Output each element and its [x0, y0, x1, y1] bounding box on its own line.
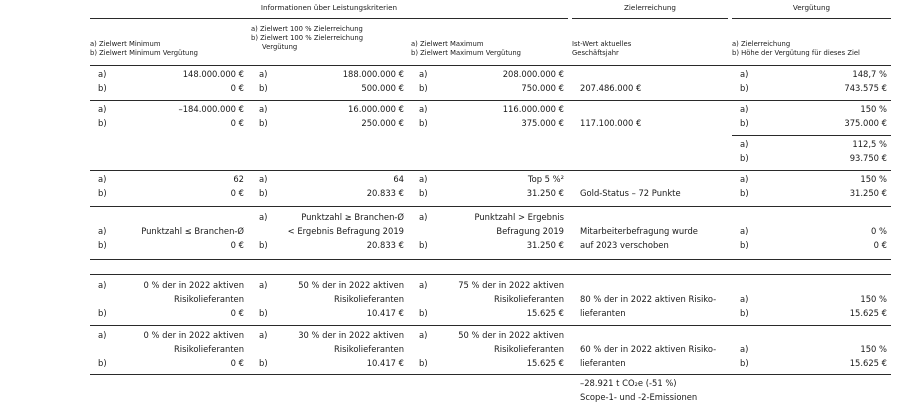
label-b: b) [419, 308, 428, 318]
label-a: a) [259, 330, 268, 340]
actual-value-line1: 80 % der in 2022 aktiven Risiko- [580, 294, 717, 304]
label-a: a) [740, 139, 749, 149]
label-a: a) [259, 104, 268, 114]
target-pay: 20.833 € [366, 240, 404, 250]
actual-value-line1: Mitarbeiterbefragung wurde [580, 226, 698, 236]
label-b: b) [419, 83, 428, 93]
max-pay: 31.250 € [526, 188, 564, 198]
label-a: a) [419, 69, 428, 79]
label-a: a) [740, 226, 749, 236]
subheader-verg-b: b) Höhe der Vergütung für dieses Ziel [732, 49, 860, 57]
label-b: b) [419, 118, 428, 128]
target-value-line2: Risikolieferanten [333, 294, 404, 304]
max-pay: 15.625 € [526, 358, 564, 368]
label-b: b) [419, 188, 428, 198]
payout: 15.625 € [849, 308, 887, 318]
label-a: a) [98, 226, 107, 236]
min-value-line2: Risikolieferanten [173, 294, 244, 304]
subheader-verg-a: a) Zielerreichung [732, 40, 791, 48]
label-a: a) [419, 174, 428, 184]
label-a: a) [740, 104, 749, 114]
label-a: a) [740, 294, 749, 304]
rule [732, 135, 891, 136]
target-value-line1: 50 % der in 2022 aktiven [298, 280, 404, 290]
label-a: a) [98, 104, 107, 114]
min-value: 148.000.000 € [182, 69, 244, 79]
header-info: Informationen über Leistungskriterien [260, 3, 398, 12]
max-value-line1: Punktzahl > Ergebnis [474, 212, 564, 222]
target-value: 16.000.000 € [348, 104, 404, 114]
target-pay: 250.000 € [361, 118, 404, 128]
achievement: 112,5 % [852, 139, 887, 149]
actual-value-line2: lieferanten [580, 308, 626, 318]
label-a: a) [419, 330, 428, 340]
actual-value-line1: –28.921 t CO₂e (-51 %) [580, 378, 677, 388]
label-a: a) [740, 69, 749, 79]
label-a: a) [740, 174, 749, 184]
label-b: b) [740, 240, 749, 250]
label-b: b) [259, 308, 268, 318]
rule [90, 206, 891, 207]
label-b: b) [98, 308, 107, 318]
label-a: a) [259, 280, 268, 290]
label-b: b) [259, 188, 268, 198]
label-b: b) [419, 358, 428, 368]
label-b: b) [740, 188, 749, 198]
target-pay: 20.833 € [366, 188, 404, 198]
actual-value: Gold-Status – 72 Punkte [580, 188, 681, 198]
header-verguetung: Vergütung [792, 3, 831, 12]
actual-value: 207.486.000 € [580, 83, 642, 93]
rule [90, 325, 891, 326]
max-value-line2: Risikolieferanten [493, 344, 564, 354]
target-value-line1: Punktzahl ≥ Branchen-Ø [301, 212, 404, 222]
target-value: 64 [393, 174, 404, 184]
max-value-line2: Befragung 2019 [496, 226, 564, 236]
rule [90, 374, 891, 375]
rule [90, 18, 568, 19]
label-b: b) [740, 83, 749, 93]
max-value-line1: 75 % der in 2022 aktiven [458, 280, 564, 290]
label-b: b) [98, 83, 107, 93]
payout: 375.000 € [844, 118, 887, 128]
target-value: 188.000.000 € [342, 69, 404, 79]
label-a: a) [419, 280, 428, 290]
achievement: 150 % [860, 344, 887, 354]
rule [90, 274, 891, 275]
label-b: b) [740, 153, 749, 163]
max-pay: 375.000 € [521, 118, 564, 128]
max-pay: 750.000 € [521, 83, 564, 93]
subheader-min-a: a) Zielwert Minimum [90, 40, 161, 48]
label-b: b) [259, 358, 268, 368]
label-b: b) [259, 118, 268, 128]
label-b: b) [419, 240, 428, 250]
subheader-min-b: b) Zielwert Minimum Vergütung [90, 49, 198, 57]
rule [572, 18, 728, 19]
subheader-z100-a: a) Zielwert 100 % Zielerreichung [251, 25, 363, 33]
label-b: b) [740, 308, 749, 318]
label-a: a) [98, 69, 107, 79]
label-b: b) [98, 240, 107, 250]
rule [90, 170, 891, 171]
max-value-line1: 50 % der in 2022 aktiven [458, 330, 564, 340]
subheader-z100-b: b) Zielwert 100 % Zielerreichung [251, 34, 364, 42]
actual-value-line2: Scope-1- und -2-Emissionen [580, 392, 698, 402]
target-value-line2: < Ergebnis Befragung 2019 [287, 226, 404, 236]
min-value: –184.000.000 € [178, 104, 244, 114]
label-a: a) [259, 69, 268, 79]
target-value-line1: 30 % der in 2022 aktiven [298, 330, 404, 340]
achievement: 150 % [860, 294, 887, 304]
max-value: Top 5 %² [527, 174, 564, 184]
payout: 743.575 € [844, 83, 887, 93]
label-b: b) [98, 118, 107, 128]
label-b: b) [740, 118, 749, 128]
label-a: a) [98, 280, 107, 290]
rule [90, 259, 891, 260]
target-pay: 500.000 € [361, 83, 404, 93]
min-value: 62 [233, 174, 244, 184]
rule [732, 18, 891, 19]
min-pay: 0 € [230, 240, 244, 250]
max-pay: 31.250 € [526, 240, 564, 250]
target-pay: 10.417 € [366, 308, 404, 318]
label-b: b) [98, 188, 107, 198]
label-b: b) [740, 358, 749, 368]
payout: 93.750 € [849, 153, 887, 163]
min-value-line1: 0 % der in 2022 aktiven [143, 330, 244, 340]
achievement: 148,7 % [852, 69, 887, 79]
payout: 31.250 € [849, 188, 887, 198]
max-value: 116.000.000 € [502, 104, 564, 114]
label-b: b) [259, 83, 268, 93]
label-a: a) [740, 344, 749, 354]
rule [90, 65, 891, 66]
label-b: b) [259, 240, 268, 250]
actual-value: 117.100.000 € [580, 118, 642, 128]
label-a: a) [259, 212, 268, 222]
actual-value-line2: lieferanten [580, 358, 626, 368]
label-a: a) [259, 174, 268, 184]
payout: 15.625 € [849, 358, 887, 368]
min-pay: 0 € [230, 188, 244, 198]
header-zielerreichung: Zielerreichung [624, 3, 676, 12]
max-value-line2: Risikolieferanten [493, 294, 564, 304]
subheader-max-a: a) Zielwert Maximum [411, 40, 484, 48]
min-value-line1: 0 % der in 2022 aktiven [143, 280, 244, 290]
achievement: 150 % [860, 104, 887, 114]
rule [90, 100, 891, 101]
target-pay: 10.417 € [366, 358, 404, 368]
payout: 0 € [873, 240, 887, 250]
max-pay: 15.625 € [526, 308, 564, 318]
min-pay: 0 € [230, 118, 244, 128]
actual-value-line2: auf 2023 verschoben [580, 240, 669, 250]
actual-value-line1: 60 % der in 2022 aktiven Risiko- [580, 344, 717, 354]
min-value: Punktzahl ≤ Branchen-Ø [141, 226, 244, 236]
min-pay: 0 € [230, 83, 244, 93]
target-value-line2: Risikolieferanten [333, 344, 404, 354]
subheader-ist-a: Ist-Wert aktuelles [572, 40, 632, 48]
min-pay: 0 € [230, 358, 244, 368]
achievement: 150 % [860, 174, 887, 184]
label-a: a) [419, 212, 428, 222]
subheader-ist-b: Geschäftsjahr [572, 49, 619, 57]
achievement: 0 % [871, 226, 887, 236]
min-pay: 0 € [230, 308, 244, 318]
min-value-line2: Risikolieferanten [173, 344, 244, 354]
max-value: 208.000.000 € [502, 69, 564, 79]
subheader-z100-c: Vergütung [262, 43, 298, 51]
label-a: a) [98, 174, 107, 184]
label-a: a) [419, 104, 428, 114]
label-b: b) [98, 358, 107, 368]
subheader-max-b: b) Zielwert Maximum Vergütung [411, 49, 521, 57]
label-a: a) [98, 330, 107, 340]
